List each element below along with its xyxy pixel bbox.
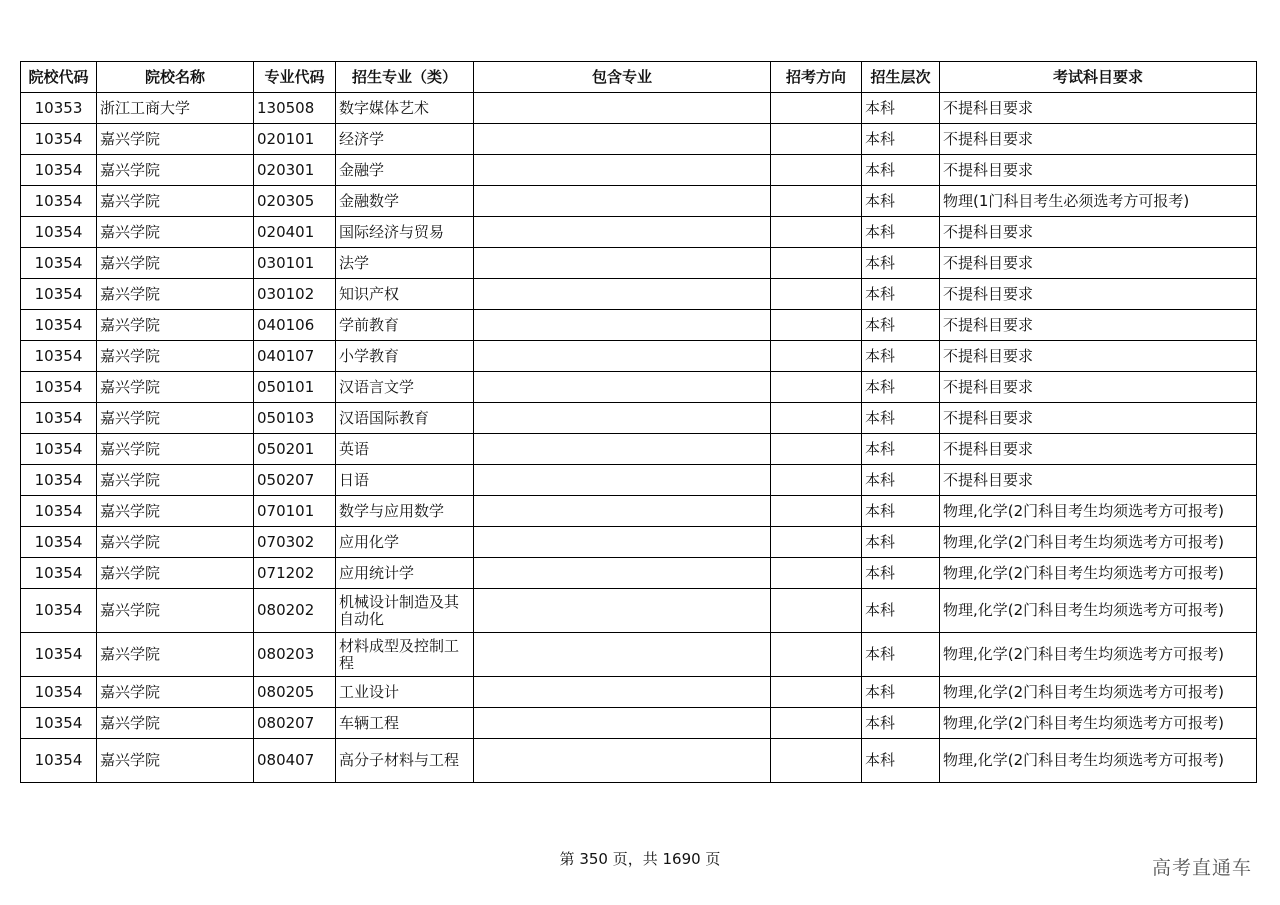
level-cell: 本科 (862, 633, 940, 677)
level-cell: 本科 (862, 708, 940, 739)
school-name-cell: 嘉兴学院 (97, 739, 254, 783)
included-majors-cell (474, 496, 771, 527)
table-row (21, 677, 1257, 708)
table-row (21, 279, 1257, 310)
included-majors-cell (474, 527, 771, 558)
school-name-cell: 嘉兴学院 (97, 434, 254, 465)
school-code-cell: 10354 (21, 677, 97, 708)
level-cell: 本科 (862, 403, 940, 434)
level-cell: 本科 (862, 739, 940, 783)
major-name-cell: 数学与应用数学 (336, 496, 474, 527)
included-majors-cell (474, 279, 771, 310)
major-name-cell: 英语 (336, 434, 474, 465)
major-code-cell: 020401 (254, 217, 336, 248)
included-majors-cell (474, 93, 771, 124)
table-row (21, 403, 1257, 434)
subject-requirement-cell: 物理,化学(2门科目考生均须选考方可报考) (940, 739, 1257, 783)
school-code-cell: 10354 (21, 403, 97, 434)
table-row (21, 248, 1257, 279)
major-code-cell: 050201 (254, 434, 336, 465)
table-row (21, 217, 1257, 248)
direction-cell (771, 434, 862, 465)
major-name-cell: 汉语国际教育 (336, 403, 474, 434)
major-name-cell: 金融数学 (336, 186, 474, 217)
direction-cell (771, 217, 862, 248)
subject-requirement-cell: 物理,化学(2门科目考生均须选考方可报考) (940, 708, 1257, 739)
included-majors-cell (474, 155, 771, 186)
included-majors-cell (474, 403, 771, 434)
major-code-cell: 071202 (254, 558, 336, 589)
direction-cell (771, 558, 862, 589)
direction-cell (771, 527, 862, 558)
table-row (21, 372, 1257, 403)
direction-cell (771, 708, 862, 739)
major-name-cell: 应用统计学 (336, 558, 474, 589)
school-code-cell: 10354 (21, 310, 97, 341)
school-name-cell: 嘉兴学院 (97, 589, 254, 633)
direction-cell (771, 155, 862, 186)
major-name-cell: 日语 (336, 465, 474, 496)
major-code-cell: 080203 (254, 633, 336, 677)
school-name-cell: 嘉兴学院 (97, 279, 254, 310)
level-cell: 本科 (862, 589, 940, 633)
major-name-cell: 车辆工程 (336, 708, 474, 739)
major-name-cell: 应用化学 (336, 527, 474, 558)
major-code-cell: 040107 (254, 341, 336, 372)
major-name-cell: 材料成型及控制工程 (336, 633, 474, 677)
subject-requirement-cell: 物理,化学(2门科目考生均须选考方可报考) (940, 589, 1257, 633)
included-majors-cell (474, 465, 771, 496)
direction-cell (771, 589, 862, 633)
subject-requirement-cell: 不提科目要求 (940, 434, 1257, 465)
header-direction: 招考方向 (771, 62, 862, 93)
subject-requirement-cell: 不提科目要求 (940, 341, 1257, 372)
major-code-cell: 020305 (254, 186, 336, 217)
header-school-name: 院校名称 (97, 62, 254, 93)
level-cell: 本科 (862, 124, 940, 155)
table-row (21, 496, 1257, 527)
included-majors-cell (474, 708, 771, 739)
direction-cell (771, 124, 862, 155)
school-name-cell: 嘉兴学院 (97, 248, 254, 279)
major-code-cell: 080207 (254, 708, 336, 739)
table-row (21, 465, 1257, 496)
table-row (21, 155, 1257, 186)
included-majors-cell (474, 217, 771, 248)
subject-requirement-cell: 不提科目要求 (940, 279, 1257, 310)
level-cell: 本科 (862, 93, 940, 124)
school-name-cell: 嘉兴学院 (97, 403, 254, 434)
major-code-cell: 050101 (254, 372, 336, 403)
school-code-cell: 10354 (21, 708, 97, 739)
included-majors-cell (474, 341, 771, 372)
brand-watermark: 高考直通车 (1151, 857, 1252, 879)
included-majors-cell (474, 677, 771, 708)
school-name-cell: 嘉兴学院 (97, 496, 254, 527)
level-cell: 本科 (862, 248, 940, 279)
major-code-cell: 030101 (254, 248, 336, 279)
school-name-cell: 嘉兴学院 (97, 341, 254, 372)
table-header-row (21, 62, 1257, 93)
level-cell: 本科 (862, 341, 940, 372)
included-majors-cell (474, 124, 771, 155)
school-code-cell: 10354 (21, 155, 97, 186)
level-cell: 本科 (862, 372, 940, 403)
school-code-cell: 10354 (21, 633, 97, 677)
major-name-cell: 学前教育 (336, 310, 474, 341)
direction-cell (771, 248, 862, 279)
subject-requirement-cell: 不提科目要求 (940, 372, 1257, 403)
table-row (21, 434, 1257, 465)
direction-cell (771, 633, 862, 677)
table-row (21, 558, 1257, 589)
school-code-cell: 10354 (21, 558, 97, 589)
major-code-cell: 070101 (254, 496, 336, 527)
table-row (21, 93, 1257, 124)
school-code-cell: 10354 (21, 589, 97, 633)
major-code-cell: 020101 (254, 124, 336, 155)
level-cell: 本科 (862, 310, 940, 341)
header-included-majors: 包含专业 (474, 62, 771, 93)
subject-requirement-cell: 物理(1门科目考生必须选考方可报考) (940, 186, 1257, 217)
school-code-cell: 10354 (21, 739, 97, 783)
school-name-cell: 嘉兴学院 (97, 186, 254, 217)
page-number: 第 350 页，共 1690 页 (559, 850, 721, 868)
table-row (21, 310, 1257, 341)
subject-requirement-cell: 不提科目要求 (940, 93, 1257, 124)
direction-cell (771, 677, 862, 708)
school-code-cell: 10354 (21, 124, 97, 155)
major-name-cell: 高分子材料与工程 (336, 739, 474, 783)
included-majors-cell (474, 633, 771, 677)
header-major-code: 专业代码 (254, 62, 336, 93)
subject-requirement-cell: 物理,化学(2门科目考生均须选考方可报考) (940, 558, 1257, 589)
school-code-cell: 10354 (21, 496, 97, 527)
direction-cell (771, 496, 862, 527)
school-name-cell: 嘉兴学院 (97, 527, 254, 558)
school-code-cell: 10354 (21, 465, 97, 496)
major-name-cell: 数字媒体艺术 (336, 93, 474, 124)
subject-requirement-cell: 物理,化学(2门科目考生均须选考方可报考) (940, 633, 1257, 677)
included-majors-cell (474, 310, 771, 341)
school-code-cell: 10354 (21, 279, 97, 310)
table-row (21, 633, 1257, 677)
major-code-cell: 020301 (254, 155, 336, 186)
major-name-cell: 汉语言文学 (336, 372, 474, 403)
header-subject-requirement: 考试科目要求 (940, 62, 1257, 93)
school-code-cell: 10354 (21, 372, 97, 403)
subject-requirement-cell: 不提科目要求 (940, 403, 1257, 434)
admissions-table (20, 61, 1257, 783)
major-name-cell: 机械设计制造及其自动化 (336, 589, 474, 633)
level-cell: 本科 (862, 465, 940, 496)
major-code-cell: 040106 (254, 310, 336, 341)
school-name-cell: 嘉兴学院 (97, 677, 254, 708)
direction-cell (771, 465, 862, 496)
subject-requirement-cell: 物理,化学(2门科目考生均须选考方可报考) (940, 677, 1257, 708)
level-cell: 本科 (862, 186, 940, 217)
subject-requirement-cell: 不提科目要求 (940, 155, 1257, 186)
header-school-code: 院校代码 (21, 62, 97, 93)
direction-cell (771, 372, 862, 403)
direction-cell (771, 279, 862, 310)
school-code-cell: 10354 (21, 186, 97, 217)
direction-cell (771, 310, 862, 341)
school-code-cell: 10354 (21, 248, 97, 279)
direction-cell (771, 93, 862, 124)
school-name-cell: 嘉兴学院 (97, 633, 254, 677)
direction-cell (771, 403, 862, 434)
school-name-cell: 嘉兴学院 (97, 155, 254, 186)
major-code-cell: 070302 (254, 527, 336, 558)
subject-requirement-cell: 不提科目要求 (940, 465, 1257, 496)
direction-cell (771, 341, 862, 372)
subject-requirement-cell: 不提科目要求 (940, 310, 1257, 341)
included-majors-cell (474, 434, 771, 465)
major-name-cell: 经济学 (336, 124, 474, 155)
major-code-cell: 130508 (254, 93, 336, 124)
major-code-cell: 080202 (254, 589, 336, 633)
table-row (21, 708, 1257, 739)
school-code-cell: 10354 (21, 527, 97, 558)
included-majors-cell (474, 558, 771, 589)
header-level: 招生层次 (862, 62, 940, 93)
level-cell: 本科 (862, 217, 940, 248)
table-row (21, 589, 1257, 633)
major-name-cell: 金融学 (336, 155, 474, 186)
level-cell: 本科 (862, 155, 940, 186)
school-code-cell: 10353 (21, 93, 97, 124)
major-code-cell: 050103 (254, 403, 336, 434)
major-name-cell: 小学教育 (336, 341, 474, 372)
included-majors-cell (474, 372, 771, 403)
subject-requirement-cell: 不提科目要求 (940, 124, 1257, 155)
level-cell: 本科 (862, 558, 940, 589)
subject-requirement-cell: 不提科目要求 (940, 248, 1257, 279)
subject-requirement-cell: 物理,化学(2门科目考生均须选考方可报考) (940, 527, 1257, 558)
direction-cell (771, 186, 862, 217)
school-name-cell: 嘉兴学院 (97, 372, 254, 403)
school-name-cell: 嘉兴学院 (97, 310, 254, 341)
major-code-cell: 030102 (254, 279, 336, 310)
level-cell: 本科 (862, 279, 940, 310)
major-code-cell: 050207 (254, 465, 336, 496)
level-cell: 本科 (862, 496, 940, 527)
school-code-cell: 10354 (21, 341, 97, 372)
major-name-cell: 国际经济与贸易 (336, 217, 474, 248)
table-row (21, 186, 1257, 217)
included-majors-cell (474, 739, 771, 783)
header-major-name: 招生专业（类） (336, 62, 474, 93)
level-cell: 本科 (862, 677, 940, 708)
included-majors-cell (474, 248, 771, 279)
subject-requirement-cell: 不提科目要求 (940, 217, 1257, 248)
school-code-cell: 10354 (21, 217, 97, 248)
subject-requirement-cell: 物理,化学(2门科目考生均须选考方可报考) (940, 496, 1257, 527)
table-row (21, 739, 1257, 783)
major-name-cell: 工业设计 (336, 677, 474, 708)
table-row (21, 527, 1257, 558)
direction-cell (771, 739, 862, 783)
level-cell: 本科 (862, 527, 940, 558)
school-name-cell: 嘉兴学院 (97, 217, 254, 248)
school-name-cell: 浙江工商大学 (97, 93, 254, 124)
table-row (21, 124, 1257, 155)
included-majors-cell (474, 186, 771, 217)
table-row (21, 341, 1257, 372)
major-code-cell: 080407 (254, 739, 336, 783)
major-code-cell: 080205 (254, 677, 336, 708)
included-majors-cell (474, 589, 771, 633)
level-cell: 本科 (862, 434, 940, 465)
school-name-cell: 嘉兴学院 (97, 465, 254, 496)
school-name-cell: 嘉兴学院 (97, 124, 254, 155)
school-name-cell: 嘉兴学院 (97, 558, 254, 589)
major-name-cell: 知识产权 (336, 279, 474, 310)
major-name-cell: 法学 (336, 248, 474, 279)
school-name-cell: 嘉兴学院 (97, 708, 254, 739)
school-code-cell: 10354 (21, 434, 97, 465)
